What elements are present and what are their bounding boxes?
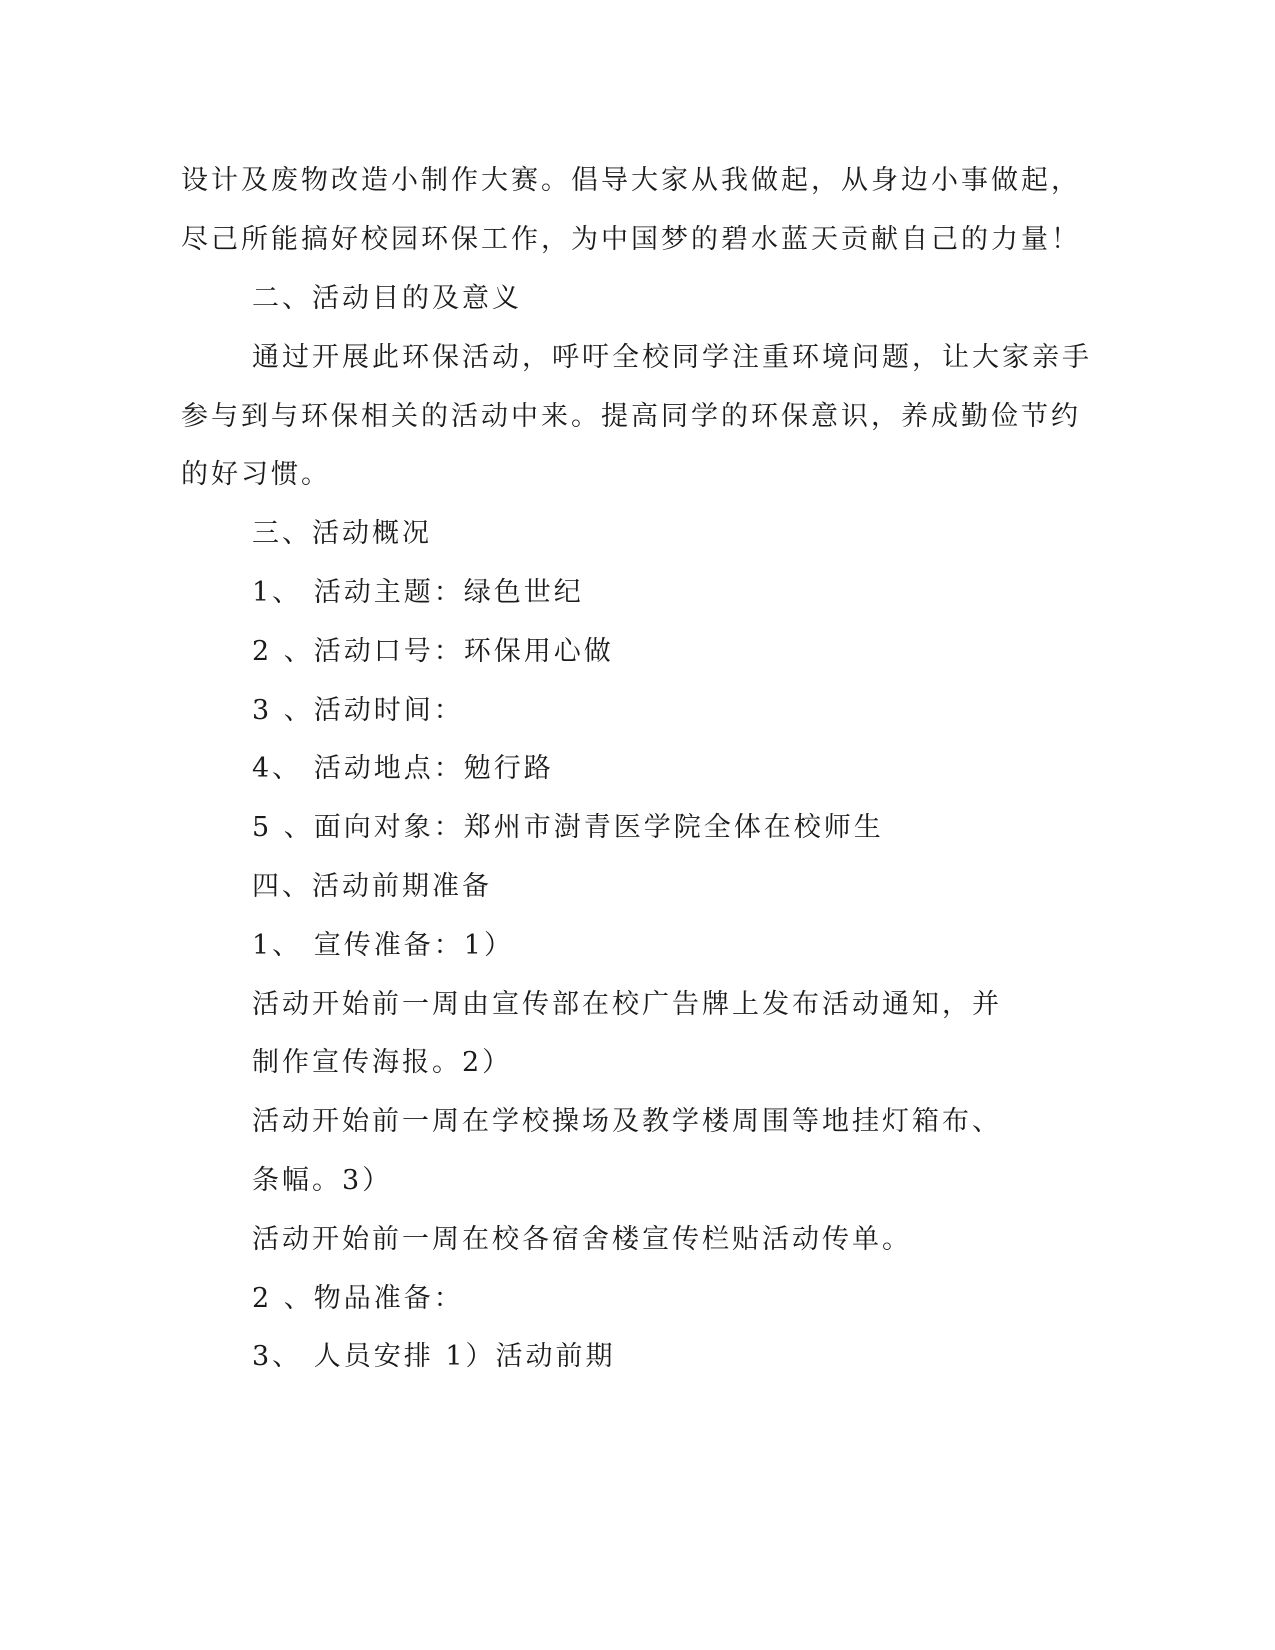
paragraph-line: 通过开展此环保活动，呼吁全校同学注重环境问题，让大家亲手 [252,342,1092,373]
paragraph-line: 活动开始前一周在校各宿舍楼宣传栏贴活动传单。 [252,1224,912,1255]
list-item: 3、 人员安排 1）活动前期 [252,1341,616,1372]
section-heading: 四、活动前期准备 [252,871,492,902]
list-item: 3 、活动时间： [252,695,464,726]
paragraph-line: 活动开始前一周由宣传部在校广告牌上发布活动通知，并 [252,989,1002,1020]
list-item: 1、 活动主题：绿色世纪 [252,577,584,608]
list-item: 1、 宣传准备：1） [252,930,514,961]
paragraph-line: 的好习惯。 [181,459,331,490]
paragraph-line: 条幅。3） [252,1165,393,1196]
paragraph-line: 活动开始前一周在学校操场及教学楼周围等地挂灯箱布、 [252,1106,1002,1137]
paragraph-line: 设计及废物改造小制作大赛。倡导大家从我做起，从身边小事做起， [181,165,1081,196]
list-item: 2 、活动口号：环保用心做 [252,636,614,667]
paragraph-line: 制作宣传海报。2） [252,1047,513,1078]
section-heading: 二、活动目的及意义 [252,283,522,314]
list-item: 5 、面向对象：郑州市澍青医学院全体在校师生 [252,812,884,843]
paragraph-line: 尽己所能搞好校园环保工作，为中国梦的碧水蓝天贡献自己的力量！ [181,224,1081,255]
section-heading: 三、活动概况 [252,518,432,549]
list-item: 4、 活动地点：勉行路 [252,753,554,784]
paragraph-line: 参与到与环保相关的活动中来。提高同学的环保意识，养成勤俭节约 [181,401,1081,432]
list-item: 2 、物品准备： [252,1283,464,1314]
